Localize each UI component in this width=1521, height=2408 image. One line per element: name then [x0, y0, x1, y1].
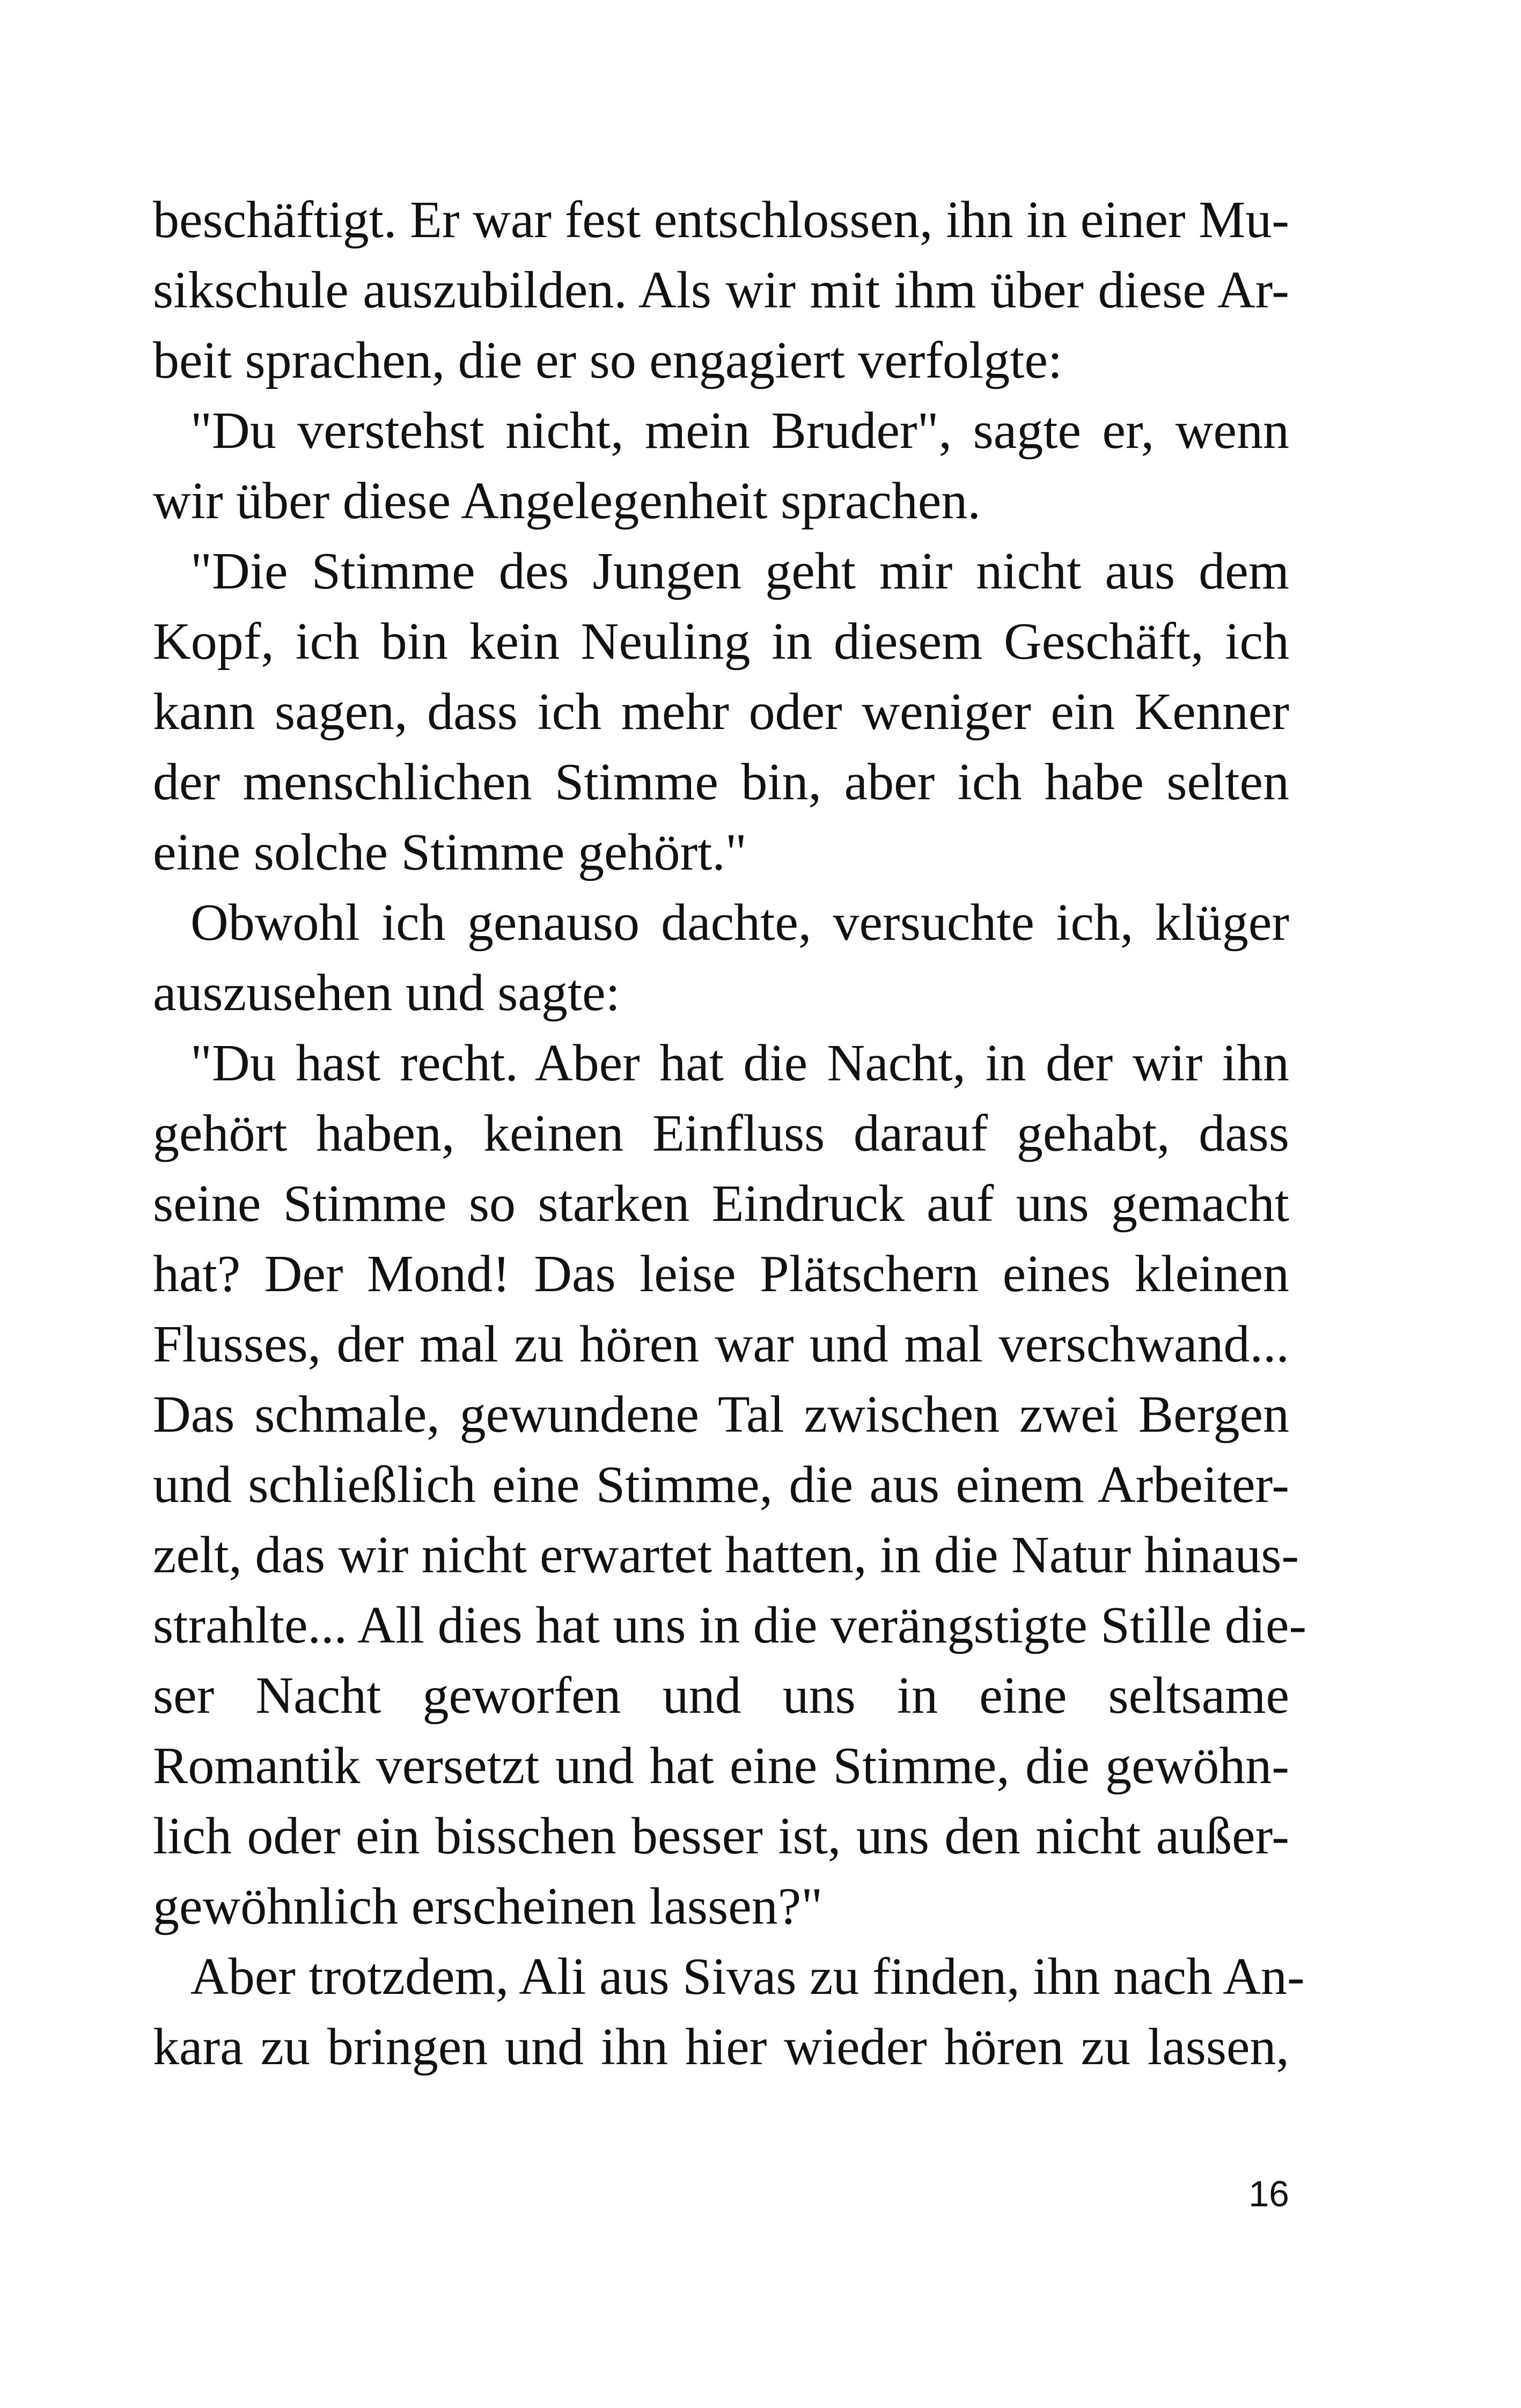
text-line: Das schmale, gewundene Tal zwischen zwei Bergen — [153, 1386, 1289, 1444]
text-line: zelt, das wir nicht erwartet hatten, in die Natur hinaus- — [153, 1526, 1299, 1584]
text-line: beschäftigt. Er war fest entschlossen, ihn in einer Mu- — [153, 191, 1289, 249]
text-line: der menschlichen Stimme bin, aber ich habe selten — [153, 753, 1289, 811]
text-line: seine Stimme so starken Eindruck auf uns gemacht — [153, 1175, 1289, 1233]
text-line: Flusses, der mal zu hören war und mal verschwand... — [153, 1315, 1289, 1373]
text-line: sikschule auszubilden. Als wir mit ihm über diese Ar- — [153, 261, 1289, 319]
text-line: lich oder ein bisschen besser ist, uns den nicht außer- — [153, 1807, 1289, 1865]
text-line: eine solche Stimme gehört." — [153, 823, 747, 881]
text-line: gewöhnlich erscheinen lassen?" — [153, 1877, 823, 1935]
text-line: hat? Der Mond! Das leise Plätschern eines kleinen — [153, 1245, 1289, 1303]
text-line: und schließlich eine Stimme, die aus einem Arbeiter- — [153, 1456, 1289, 1514]
text-line: Kopf, ich bin kein Neuling in diesem Geschäft, ich — [153, 613, 1289, 671]
text-line: "Du verstehst nicht, mein Bruder", sagte er, wenn — [190, 402, 1289, 460]
text-line: Aber trotzdem, Ali aus Sivas zu finden, ihn nach An- — [190, 1948, 1305, 2006]
body-text — [153, 185, 1307, 2082]
text-line: beit sprachen, die er so engagiert verfolgte: — [153, 332, 1063, 389]
text-line: "Du hast recht. Aber hat die Nacht, in der wir ihn — [190, 1034, 1289, 1092]
text-line: wir über diese Angelegenheit sprachen. — [153, 472, 981, 530]
page-number: 16 — [1248, 2174, 1289, 2214]
text-line: kann sagen, dass ich mehr oder weniger ein Kenner — [153, 683, 1289, 741]
text-line: auszusehen und sagte: — [153, 964, 620, 1022]
text-line: kara zu bringen und ihn hier wieder hören zu lassen, — [153, 2018, 1289, 2076]
text-line: gehört haben, keinen Einfluss darauf gehabt, dass — [153, 1104, 1289, 1162]
text-line: Romantik versetzt und hat eine Stimme, die gewöhn- — [153, 1737, 1289, 1795]
text-line: strahlte... All dies hat uns in die verängstigte Stille die- — [153, 1596, 1307, 1654]
text-line: Obwohl ich genauso dachte, versuchte ich, klüger — [190, 894, 1289, 952]
text-line: ser Nacht geworfen und uns in eine seltsame — [153, 1667, 1289, 1725]
text-line: "Die Stimme des Jungen geht mir nicht aus dem — [190, 542, 1289, 600]
